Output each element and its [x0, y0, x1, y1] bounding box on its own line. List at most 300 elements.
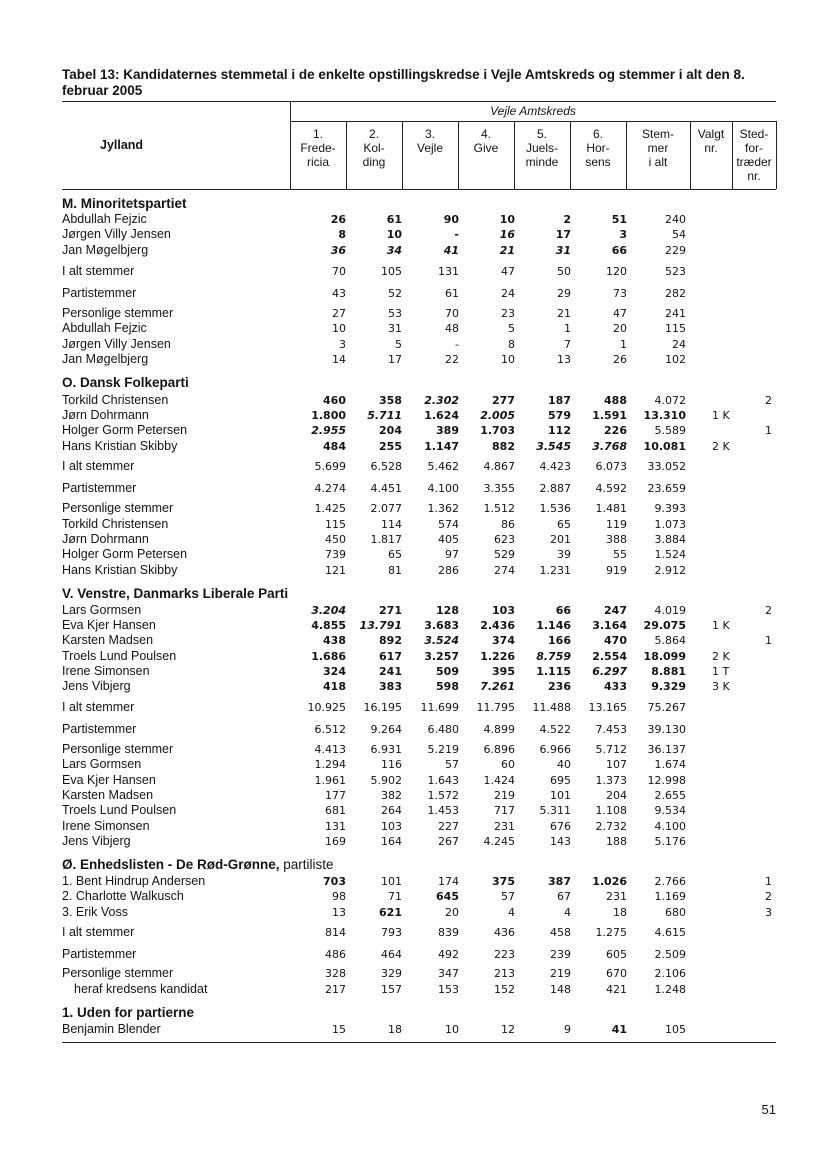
- cell-kreds-2: 52: [388, 287, 402, 300]
- cell-stemmer-i-alt: 4.072: [654, 394, 686, 407]
- cell-kreds-4: 1.703: [480, 424, 515, 437]
- table-row: [62, 517, 782, 532]
- cell-kreds-1: 681: [325, 804, 346, 817]
- cell-kreds-4: 395: [492, 665, 515, 678]
- cell-kreds-4: 103: [492, 604, 515, 617]
- cell-kreds-2: 114: [381, 518, 402, 531]
- row-label: Troels Lund Poulsen: [62, 649, 177, 663]
- cell-kreds-2: 9.264: [370, 723, 402, 736]
- cell-kreds-2: 10: [386, 228, 402, 241]
- cell-kreds-5: 101: [550, 789, 571, 802]
- column-header-line: Frede-: [300, 141, 336, 155]
- column-header-line: 2.: [368, 127, 379, 141]
- table-row: [62, 788, 782, 803]
- cell-kreds-1: 26: [330, 213, 346, 226]
- cell-stemmer-i-alt: 523: [665, 265, 686, 278]
- cell-kreds-5: 8.759: [536, 650, 571, 663]
- cell-kreds-6: 51: [611, 213, 627, 226]
- party-name: V. Venstre, Danmarks Liberale Parti: [62, 586, 289, 601]
- row-label: Partistemmer: [62, 722, 137, 736]
- cell-kreds-6: 433: [604, 680, 627, 693]
- column-header-line: mer: [647, 141, 669, 155]
- cell-kreds-5: 39: [557, 548, 571, 561]
- cell-kreds-1: 10.925: [307, 701, 346, 714]
- column-header-line: 1.: [312, 127, 323, 141]
- cell-stemmer-i-alt: 33.052: [647, 460, 686, 473]
- cell-kreds-3: -: [454, 228, 459, 241]
- cell-kreds-3: 10: [445, 1023, 459, 1036]
- cell-stemmer-i-alt: 54: [672, 228, 686, 241]
- cell-kreds-5: 17: [555, 228, 571, 241]
- cell-valgt-nr: 3 K: [712, 680, 730, 693]
- cell-kreds-6: 204: [606, 789, 627, 802]
- cell-kreds-2: 4.451: [370, 482, 402, 495]
- cell-kreds-5: 13: [557, 353, 571, 366]
- cell-stemmer-i-alt: 1.073: [654, 518, 686, 531]
- row-label: Personlige stemmer: [62, 742, 174, 756]
- cell-kreds-2: 18: [388, 1023, 402, 1036]
- cell-kreds-2: 65: [388, 548, 402, 561]
- cell-kreds-5: 29: [557, 287, 571, 300]
- cell-kreds-5: 40: [557, 758, 571, 771]
- cell-kreds-3: 3.524: [424, 634, 459, 647]
- cell-kreds-6: 13.165: [588, 701, 627, 714]
- cell-kreds-3: 3.257: [424, 650, 459, 663]
- header-divider: [732, 121, 733, 189]
- row-label: Jørn Dohrmann: [62, 408, 149, 422]
- cell-kreds-2: 34: [386, 244, 402, 257]
- cell-kreds-5: 579: [548, 409, 571, 422]
- cell-kreds-2: 164: [381, 835, 402, 848]
- row-label: Jan Møgelbjerg: [62, 243, 149, 257]
- cell-kreds-2: 17: [388, 353, 402, 366]
- row-label: Eva Kjer Hansen: [62, 618, 156, 632]
- cell-kreds-2: 204: [379, 424, 402, 437]
- cell-stemmer-i-alt: 39.130: [647, 723, 686, 736]
- cell-valgt-nr: 1 T: [712, 665, 730, 678]
- table-row: [62, 905, 782, 920]
- table-row: [62, 834, 782, 849]
- cell-kreds-1: 6.512: [314, 723, 346, 736]
- cell-kreds-2: 2.077: [370, 502, 402, 515]
- cell-kreds-3: 227: [438, 820, 459, 833]
- cell-kreds-3: 1.362: [427, 502, 459, 515]
- cell-stemmer-i-alt: 680: [665, 906, 686, 919]
- cell-kreds-6: 4.592: [595, 482, 627, 495]
- cell-kreds-1: 15: [332, 1023, 346, 1036]
- cell-kreds-5: 2: [563, 213, 571, 226]
- row-label: Holger Gorm Petersen: [62, 423, 188, 437]
- cell-kreds-1: 418: [323, 680, 346, 693]
- row-label: 2. Charlotte Walkusch: [62, 889, 184, 903]
- cell-stemmer-i-alt: 23.659: [647, 482, 686, 495]
- cell-kreds-5: 1.146: [536, 619, 571, 632]
- cell-kreds-1: 438: [323, 634, 346, 647]
- cell-kreds-6: 41: [611, 1023, 627, 1036]
- row-label: Abdullah Fejzic: [62, 212, 147, 226]
- table-row: [62, 547, 782, 562]
- cell-kreds-6: 2.554: [592, 650, 627, 663]
- cell-stemmer-i-alt: 18.099: [643, 650, 686, 663]
- cell-kreds-2: 892: [379, 634, 402, 647]
- table-row: [62, 803, 782, 818]
- table-row: [62, 481, 782, 496]
- cell-kreds-6: 3.164: [592, 619, 627, 632]
- cell-kreds-5: 458: [550, 926, 571, 939]
- cell-kreds-1: 814: [325, 926, 346, 939]
- cell-kreds-2: 16.195: [363, 701, 402, 714]
- cell-stedfortraeder-nr: 2: [765, 604, 772, 617]
- cell-kreds-1: 131: [325, 820, 346, 833]
- cell-kreds-2: 329: [381, 967, 402, 980]
- cell-stemmer-i-alt: 5.589: [654, 424, 686, 437]
- cell-kreds-3: 509: [436, 665, 459, 678]
- cell-kreds-4: 4.899: [483, 723, 515, 736]
- cell-kreds-5: 1: [564, 322, 571, 335]
- cell-kreds-2: 157: [381, 983, 402, 996]
- table-row: [62, 819, 782, 834]
- cell-kreds-6: 1.591: [592, 409, 627, 422]
- cell-stemmer-i-alt: 2.655: [654, 789, 686, 802]
- cell-kreds-2: 382: [381, 789, 402, 802]
- cell-stedfortraeder-nr: 2: [765, 394, 772, 407]
- cell-kreds-3: 174: [438, 875, 459, 888]
- row-label: Karsten Madsen: [62, 788, 154, 802]
- column-header-line: nr.: [704, 141, 718, 155]
- table-row: [62, 321, 782, 336]
- table-row: [62, 212, 782, 227]
- table-row: [62, 757, 782, 772]
- cell-kreds-1: 98: [332, 890, 346, 903]
- column-header-line: Vejle: [416, 141, 444, 155]
- party-heading: [62, 857, 334, 873]
- row-label: Hans Kristian Skibby: [62, 563, 178, 577]
- cell-kreds-4: 219: [494, 789, 515, 802]
- cell-kreds-1: 5.699: [314, 460, 346, 473]
- cell-kreds-5: 11.488: [532, 701, 571, 714]
- cell-kreds-6: 73: [613, 287, 627, 300]
- cell-kreds-4: 10: [501, 353, 515, 366]
- table-title: Tabel 13: Kandidaternes stemmetal i de enkelte opstillingskredse i Vejle Amtskreds og stemmer i alt den 8. februar 2005: [62, 67, 745, 98]
- party-name: M. Minoritetspartiet: [62, 196, 187, 211]
- cell-kreds-6: 2.732: [595, 820, 627, 833]
- cell-kreds-4: 231: [494, 820, 515, 833]
- table-row: [62, 459, 782, 474]
- cell-kreds-3: 131: [438, 265, 459, 278]
- row-label: Karsten Madsen: [62, 633, 154, 647]
- row-label: Holger Gorm Petersen: [62, 547, 188, 561]
- cell-kreds-1: 3.204: [311, 604, 346, 617]
- cell-stemmer-i-alt: 12.998: [647, 774, 686, 787]
- column-header-line: Juels-: [525, 141, 558, 155]
- cell-kreds-1: 324: [323, 665, 346, 678]
- row-label: Partistemmer: [62, 947, 137, 961]
- cell-stemmer-i-alt: 105: [665, 1023, 686, 1036]
- cell-stemmer-i-alt: 8.881: [651, 665, 686, 678]
- cell-stemmer-i-alt: 36.137: [647, 743, 686, 756]
- cell-kreds-3: 70: [445, 307, 459, 320]
- cell-kreds-5: 166: [548, 634, 571, 647]
- column-header-line: træder: [736, 155, 772, 169]
- row-label: Partistemmer: [62, 481, 137, 495]
- cell-stemmer-i-alt: 1.524: [654, 548, 686, 561]
- cell-kreds-3: 492: [438, 948, 459, 961]
- column-header-1: [290, 127, 346, 169]
- cell-kreds-4: 4.245: [483, 835, 515, 848]
- cell-kreds-3: 61: [445, 287, 459, 300]
- cell-kreds-2: 31: [388, 322, 402, 335]
- cell-valgt-nr: 2 K: [712, 440, 730, 453]
- header-divider: [570, 121, 571, 189]
- cell-kreds-4: 223: [494, 948, 515, 961]
- party-name: 1. Uden for partierne: [62, 1005, 195, 1020]
- cell-kreds-3: 574: [438, 518, 459, 531]
- cell-kreds-1: 13: [332, 906, 346, 919]
- table-row: [62, 700, 782, 715]
- table-row: [62, 439, 782, 454]
- cell-kreds-4: 3.355: [483, 482, 515, 495]
- cell-kreds-3: 286: [438, 564, 459, 577]
- cell-kreds-2: 621: [379, 906, 402, 919]
- row-label: Jens Vibjerg: [62, 679, 131, 693]
- cell-kreds-5: 7: [564, 338, 571, 351]
- cell-kreds-3: 645: [436, 890, 459, 903]
- row-label: Irene Simonsen: [62, 819, 150, 833]
- cell-kreds-3: 1.572: [427, 789, 459, 802]
- cell-kreds-3: 97: [445, 548, 459, 561]
- cell-kreds-3: 90: [443, 213, 459, 226]
- cell-kreds-5: 66: [555, 604, 571, 617]
- column-header-line: ricia: [306, 155, 329, 169]
- cell-kreds-5: 112: [548, 424, 571, 437]
- cell-kreds-1: 450: [325, 533, 346, 546]
- cell-kreds-3: 1.453: [427, 804, 459, 817]
- table-row: [62, 618, 782, 633]
- cell-stemmer-i-alt: 282: [665, 287, 686, 300]
- table-row: [62, 982, 782, 997]
- column-header-line: minde: [525, 155, 559, 169]
- party-name: Ø. Enhedslisten - De Rød-Grønne,: [62, 857, 280, 872]
- party-heading: [62, 375, 189, 391]
- cell-kreds-1: 169: [325, 835, 346, 848]
- cell-kreds-1: 4.274: [314, 482, 346, 495]
- cell-kreds-5: 148: [550, 983, 571, 996]
- cell-stemmer-i-alt: 5.176: [654, 835, 686, 848]
- cell-kreds-6: 7.453: [595, 723, 627, 736]
- cell-stemmer-i-alt: 115: [665, 322, 686, 335]
- cell-kreds-1: 8: [338, 228, 346, 241]
- cell-kreds-3: 5.219: [427, 743, 459, 756]
- cell-kreds-2: 53: [388, 307, 402, 320]
- cell-stemmer-i-alt: 1.169: [654, 890, 686, 903]
- row-label: I alt stemmer: [62, 264, 135, 278]
- table-row: [62, 243, 782, 258]
- table-row: [62, 306, 782, 321]
- column-header-line: sens: [585, 155, 611, 169]
- row-label: Personlige stemmer: [62, 306, 174, 320]
- cell-kreds-1: 36: [330, 244, 346, 257]
- party-heading: [62, 586, 288, 602]
- bottom-rule: [62, 1042, 776, 1043]
- cell-kreds-2: 5.902: [370, 774, 402, 787]
- table-row: [62, 264, 782, 279]
- cell-stemmer-i-alt: 102: [665, 353, 686, 366]
- table-row: [62, 408, 782, 423]
- cell-stemmer-i-alt: 241: [665, 307, 686, 320]
- table-row: [62, 664, 782, 679]
- cell-stemmer-i-alt: 13.310: [643, 409, 686, 422]
- header-divider: [458, 121, 459, 189]
- cell-kreds-4: 882: [492, 440, 515, 453]
- column-header-line: i alt: [648, 155, 668, 169]
- row-label: Jan Møgelbjerg: [62, 352, 149, 366]
- cell-kreds-1: 484: [323, 440, 346, 453]
- row-label: Personlige stemmer: [62, 501, 174, 515]
- cell-stedfortraeder-nr: 3: [765, 906, 772, 919]
- cell-kreds-6: 55: [613, 548, 627, 561]
- column-header-2: [346, 127, 402, 169]
- cell-kreds-6: 1.481: [595, 502, 627, 515]
- cell-kreds-3: 267: [438, 835, 459, 848]
- cell-kreds-2: 116: [381, 758, 402, 771]
- cell-kreds-5: 1.536: [539, 502, 571, 515]
- row-label: Partistemmer: [62, 286, 137, 300]
- cell-kreds-2: 5.711: [367, 409, 402, 422]
- column-header-line: 4.: [480, 127, 491, 141]
- cell-kreds-5: 219: [550, 967, 571, 980]
- table-row: [62, 722, 782, 737]
- row-label: Lars Gormsen: [62, 757, 142, 771]
- column-header-line: Give: [473, 141, 499, 155]
- column-header-line: Stem-: [641, 127, 674, 141]
- cell-kreds-5: 143: [550, 835, 571, 848]
- cell-kreds-1: 739: [325, 548, 346, 561]
- cell-valgt-nr: 1 K: [712, 619, 730, 632]
- cell-kreds-3: 598: [436, 680, 459, 693]
- cell-kreds-5: 9: [564, 1023, 571, 1036]
- cell-kreds-4: 2.436: [480, 619, 515, 632]
- table-row: [62, 286, 782, 301]
- cell-stemmer-i-alt: 1.248: [654, 983, 686, 996]
- cell-stedfortraeder-nr: 2: [765, 890, 772, 903]
- cell-kreds-4: 374: [492, 634, 515, 647]
- cell-kreds-3: 153: [438, 983, 459, 996]
- cell-kreds-4: 274: [494, 564, 515, 577]
- table-row: [62, 966, 782, 981]
- cell-kreds-4: 375: [492, 875, 515, 888]
- cell-kreds-3: 839: [438, 926, 459, 939]
- cell-kreds-3: 1.147: [424, 440, 459, 453]
- cell-kreds-4: 623: [494, 533, 515, 546]
- cell-stemmer-i-alt: 4.100: [654, 820, 686, 833]
- cell-kreds-2: 101: [381, 875, 402, 888]
- cell-kreds-5: 21: [557, 307, 571, 320]
- row-label: Torkild Christensen: [62, 517, 169, 531]
- cell-kreds-3: 2.302: [424, 394, 459, 407]
- row-label: Jørn Dohrmann: [62, 532, 149, 546]
- cell-kreds-2: 71: [388, 890, 402, 903]
- cell-kreds-6: 226: [604, 424, 627, 437]
- cell-kreds-1: 70: [332, 265, 346, 278]
- cell-kreds-6: 26: [613, 353, 627, 366]
- table-row: [62, 925, 782, 940]
- cell-kreds-2: 358: [379, 394, 402, 407]
- cell-stemmer-i-alt: 9.534: [654, 804, 686, 817]
- header-divider: [690, 121, 691, 189]
- cell-kreds-3: 57: [445, 758, 459, 771]
- cell-stedfortraeder-nr: 1: [765, 634, 772, 647]
- row-label: Jens Vibjerg: [62, 834, 131, 848]
- group-header-vejle-amtskreds: Vejle Amtskreds: [490, 104, 576, 118]
- table-row: [62, 1022, 782, 1037]
- cell-kreds-1: 1.294: [314, 758, 346, 771]
- cell-kreds-3: 128: [436, 604, 459, 617]
- cell-kreds-6: 66: [611, 244, 627, 257]
- column-header-line: Kol-: [363, 141, 385, 155]
- cell-kreds-6: 107: [606, 758, 627, 771]
- column-header-6: [570, 127, 626, 169]
- table-row: [62, 947, 782, 962]
- cell-kreds-5: 387: [548, 875, 571, 888]
- cell-stedfortraeder-nr: 1: [765, 424, 772, 437]
- row-label: Troels Lund Poulsen: [62, 803, 177, 817]
- column-header-line: for-: [745, 141, 763, 155]
- cell-kreds-3: 20: [445, 906, 459, 919]
- cell-valgt-nr: 2 K: [712, 650, 730, 663]
- cell-kreds-6: 3: [619, 228, 627, 241]
- cell-kreds-2: 61: [386, 213, 402, 226]
- party-name: O. Dansk Folkeparti: [62, 375, 189, 390]
- cell-kreds-6: 119: [606, 518, 627, 531]
- header-bottom-rule: [62, 189, 776, 190]
- cell-kreds-3: -: [455, 338, 459, 351]
- cell-kreds-2: 6.931: [370, 743, 402, 756]
- cell-kreds-4: 10: [499, 213, 515, 226]
- table-row: [62, 227, 782, 242]
- cell-stemmer-i-alt: 240: [665, 213, 686, 226]
- column-header-line: Sted-: [739, 127, 769, 141]
- cell-kreds-4: 4: [508, 906, 515, 919]
- cell-kreds-2: 617: [379, 650, 402, 663]
- cell-kreds-3: 3.683: [424, 619, 459, 632]
- cell-kreds-6: 6.073: [595, 460, 627, 473]
- cell-kreds-4: 1.424: [483, 774, 515, 787]
- cell-kreds-2: 793: [381, 926, 402, 939]
- cell-kreds-6: 1.108: [595, 804, 627, 817]
- cell-kreds-6: 919: [606, 564, 627, 577]
- cell-kreds-6: 120: [606, 265, 627, 278]
- cell-kreds-4: 57: [501, 890, 515, 903]
- column-header-8: [690, 127, 732, 155]
- cell-kreds-3: 347: [438, 967, 459, 980]
- cell-kreds-3: 4.100: [427, 482, 459, 495]
- cell-kreds-3: 48: [445, 322, 459, 335]
- cell-kreds-6: 1: [620, 338, 627, 351]
- cell-kreds-5: 676: [550, 820, 571, 833]
- cell-kreds-1: 703: [323, 875, 346, 888]
- cell-kreds-4: 8: [508, 338, 515, 351]
- row-label: Torkild Christensen: [62, 393, 169, 407]
- cell-kreds-1: 10: [332, 322, 346, 335]
- table-row: [62, 563, 782, 578]
- column-header-4: [458, 127, 514, 155]
- cell-stemmer-i-alt: 2.766: [654, 875, 686, 888]
- row-label: Jørgen Villy Jensen: [62, 337, 171, 351]
- cell-kreds-1: 115: [325, 518, 346, 531]
- cell-stemmer-i-alt: 4.615: [654, 926, 686, 939]
- cell-stemmer-i-alt: 3.884: [654, 533, 686, 546]
- cell-kreds-5: 201: [550, 533, 571, 546]
